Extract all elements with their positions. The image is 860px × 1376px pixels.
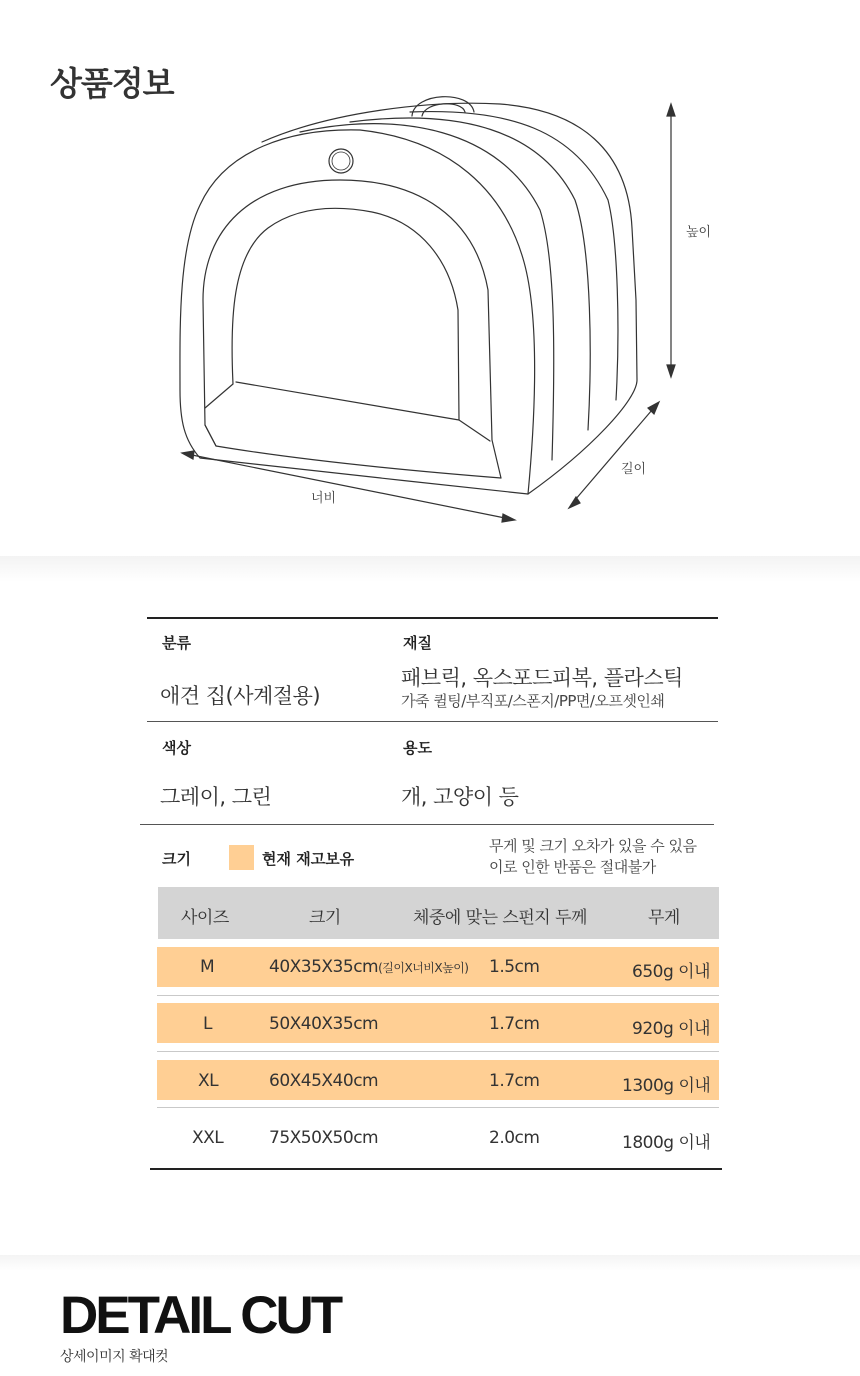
arrow-head [667,365,675,377]
length-label: 길이 [621,462,647,477]
house-back-outline [262,103,637,494]
page-title: 상품정보 [50,64,174,103]
row-weight: 1300g 이내 [622,1076,711,1096]
table-bottom-rule [150,1168,722,1170]
height-label: 높이 [686,225,712,240]
material-label: 재질 [403,634,432,652]
detail-cut-title: DETAIL CUT [60,1286,341,1345]
usage-label: 용도 [403,739,432,757]
header-size: 사이즈 [181,908,229,928]
row-dims: 75X50X50cm [269,1128,379,1148]
row-size: XXL [192,1128,224,1148]
row-size: XL [198,1071,219,1091]
rib-line [300,124,554,460]
in-stock-legend: 현재 재고보유 [262,850,355,868]
row-separator [157,1107,719,1108]
arrow-head [182,451,194,459]
size-label: 크기 [162,850,191,868]
header-thickness: 체중에 맞는 스펀지 두께 [413,908,587,928]
divider [140,824,714,825]
detail-cut-subtitle: 상세이미지 확대컷 [60,1349,169,1365]
row-dims: 40X35X35cm(길이X너비X높이) [269,957,469,977]
row-thickness: 1.7cm [489,1014,540,1034]
section-divider-band [0,556,860,582]
pet-house-diagram [0,0,860,556]
row-weight: 1800g 이내 [622,1133,711,1153]
product-diagram-section [0,0,860,556]
row-thickness: 1.7cm [489,1071,540,1091]
header-dims: 크기 [309,908,341,928]
color-label: 색상 [162,739,191,757]
vent-hole [329,149,353,173]
row-thickness: 1.5cm [489,957,540,977]
in-stock-swatch [229,845,254,870]
door-outer-frame [203,180,501,478]
size-note-line: 이로 인한 반품은 절대불가 [489,858,656,876]
size-note-line: 무게 및 크기 오차가 있을 수 있음 [489,837,697,855]
row-size: M [200,957,215,977]
category-value: 애견 집(사계절용) [160,684,321,708]
row-dims: 50X40X35cm [269,1014,379,1034]
width-label: 너비 [311,491,337,506]
row-separator [157,995,719,996]
row-separator [157,1051,719,1052]
material-value: 패브릭, 옥스포드피복, 플라스틱 [401,666,683,690]
section-divider-band [0,1255,860,1271]
row-dims: 60X45X40cm [269,1071,379,1091]
row-weight: 650g 이내 [632,962,710,982]
material-sub-value: 가죽 퀼팅/부직포/스폰지/PP면/오프셋인쇄 [401,692,665,710]
usage-value: 개, 고양이 등 [401,785,519,809]
row-size: L [203,1014,212,1034]
arrow-head [569,497,580,508]
info-top-rule [147,617,718,619]
header-weight: 무게 [648,908,680,928]
divider [147,721,718,722]
arrow-head [667,104,675,116]
size-note [489,836,696,878]
row-weight: 920g 이내 [632,1019,710,1039]
row-thickness: 2.0cm [489,1128,540,1148]
door-inner-opening [232,208,459,420]
category-label: 분류 [162,634,191,652]
arrow-head [502,514,515,522]
length-dimension-line [575,410,652,500]
color-value: 그레이, 그린 [160,785,272,809]
